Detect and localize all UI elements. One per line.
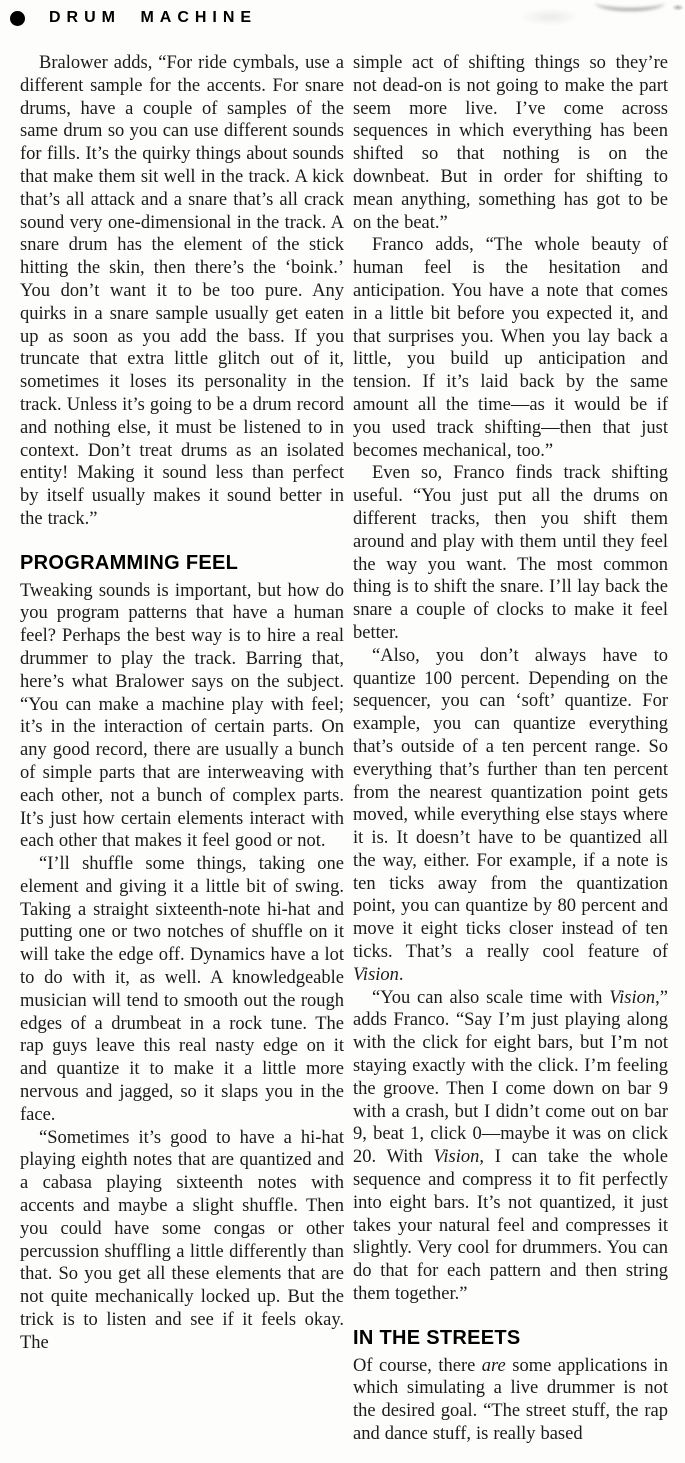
bullet-icon [10, 11, 25, 26]
section-heading-in-the-streets: IN THE STREETS [353, 1326, 521, 1349]
scan-smudge [595, 0, 665, 11]
scan-smudge [672, 4, 684, 11]
column-right [353, 52, 668, 1446]
paragraph-soft-quantize: “Also, you don’t always have to quantize 100 percent. Depending on the sequencer, you can ‘soft’ quantize. For example, you can quantize everything that’s outside of a ten percent range. So everything that’s further than ten percent from the nearest quantization point gets moved, while everything else stays where it is. It doesn’t have to be quantized all the way, either. For example, if a note is ten ticks away from the quantization point, you can quantize by 80 percent and move it eight ticks closer instead of ten ticks. That’s a really cool feature of Vision. [353, 645, 668, 985]
paragraph-scale-time-vision: “You can also scale time with Vision,” adds Franco. “Say I’m just playing along with the click for eight bars, but I’m not staying exactly with the click. I’m feeling the groove. Then I come down on bar 9 with a crash, but I didn’t come out on bar 9, beat 1, click 0—maybe it was on click 20. With Vision, I can take the whole sequence and compress it to fit perfectly into eight bars. It’s not quantized, it just takes your natural feel and compresses it slightly. Very cool for drummers. You can do that for each pattern and then string them together.” [353, 987, 669, 1305]
paragraph-franco-human-feel: Franco adds, “The whole beauty of human feel is the hesitation and anticipation. You have a note that comes in a little bit before you expected it, and that surprises you. When you lay back a little, you build up anticipation and tension. If it’s laid back by the same amount all the time—as it would be if you used track shifting—then that just becomes mechanical, too.” [353, 235, 668, 461]
article-masthead [10, 9, 257, 27]
paragraph-in-the-streets: Of course, there are some applications in which simulating a live drummer is not the desired goal. “The street stuff, the rap and dance stuff, is really based [353, 1355, 668, 1445]
paragraph-shifting-continued: simple act of shifting things so they’re not dead-on is not going to make the part seem more live. I’ve come across sequences in which everything has been shifted so that nothing is on the downbeat. But in order for shifting to mean anything, something has got to be on the beat.” [353, 53, 668, 233]
section-heading-programming-feel: PROGRAMMING FEEL [20, 551, 239, 574]
article-title: DRUM MACHINE [49, 9, 258, 26]
scan-smudge [520, 8, 580, 26]
paragraph-track-shifting-useful: Even so, Franco finds track shifting useful. “You just put all the drums on different tracks, then you shift them around and play with them until they feel the way you want. The most common thing is to shift the snare. I’ll lay back the snare a couple of clocks to make it feel better. [353, 463, 668, 643]
paragraph-bralower-samples: Bralower adds, “For ride cymbals, use a different sample for the accents. For snare drums, have a couple of samples of the same drum so you can use different sounds for fills. It’s the quirky things about sounds that make them sit well in the track. A kick that’s all attack and a snare that’s all crack sound very one-dimensional in the track. A snare drum has the element of the stick hitting the skin, then there’s the ‘boink.’ You don’t want it to be too pure. Any quirks in a snare sample usually get eaten up as soon as you add the bass. If you truncate that extra little glitch out of it, sometimes it loses its personality in the track. Unless it’s going to be a drum record and nothing else, it must be listened to in context. Don’t treat drums as an isolated entity! Making it sound less than perfect by itself usually makes it sound better in the track.” [20, 53, 344, 529]
paragraph-sometimes-hihat: “Sometimes it’s good to have a hi-hat playing eighth notes that are quantized and a cabasa playing sixteenth notes with accents and maybe a slight shuffle. Then you could have some congas or other percussion shuffling a little differently than that. So you get all these elements that are not quite mechanically locked up. But the trick is to listen and see if it feels okay. The [20, 1127, 344, 1353]
paragraph-tweaking-sounds: Tweaking sounds is important, but how do you program patterns that have a human feel? Perhaps the best way is to hire a real drummer to play the track. Barring that, here’s what Bralower says on the subject. “You can make a machine play with feel; it’s in the interaction of certain parts. On any good record, there are usually a bunch of simple parts that are interweaving with each other, not a bunch of complex parts. It’s just how certain elements interact with each other that makes it feel good or not. [20, 580, 344, 852]
paragraph-shuffle: “I’ll shuffle some things, taking one element and giving it a little bit of swing. Taking a straight sixteenth-note hi-hat and putting one or two notches of shuffle on it will take the edge off. Dynamics have a lot to do with it, as well. A knowledgeable musician will tend to smooth out the rough edges of a drumbeat in a rock tune. The rap guys leave this real nasty edge on it and quantize it to make it a little more nervous and jagged, so it slaps you in the face. [20, 854, 344, 1125]
column-left [20, 52, 344, 1355]
